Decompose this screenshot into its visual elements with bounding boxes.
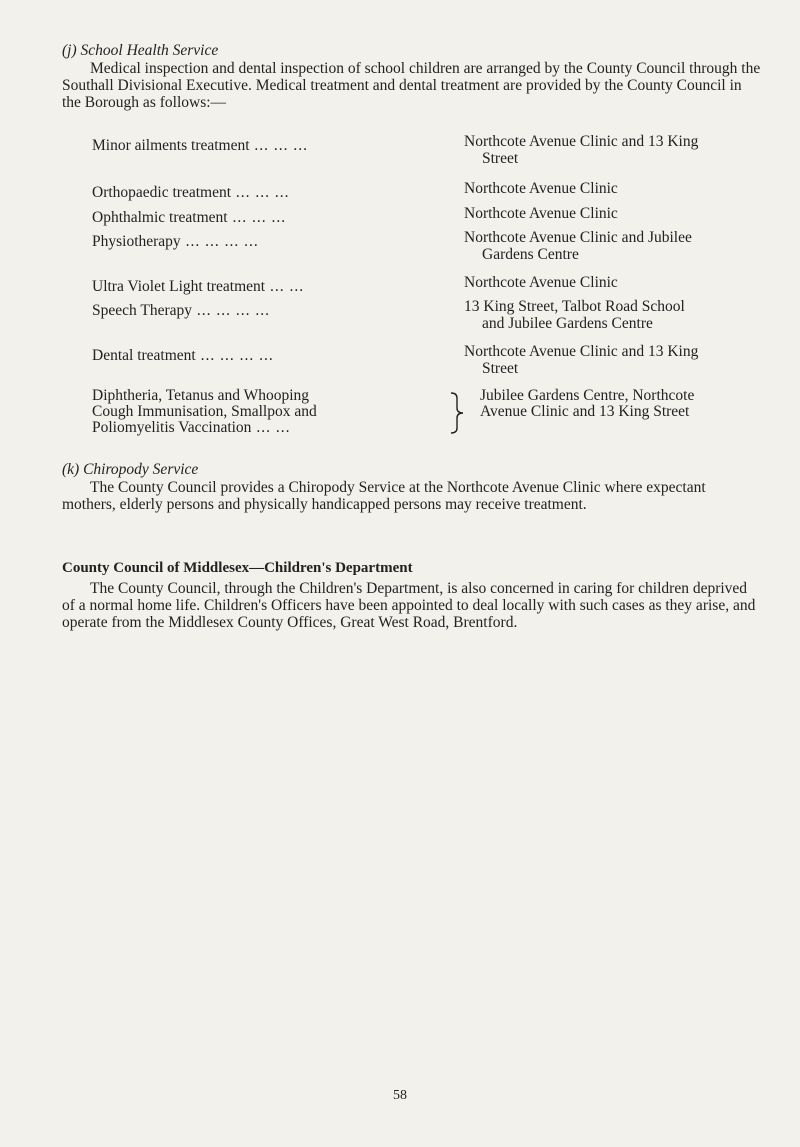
leader-dots: ... ... ...: [227, 209, 287, 226]
service-location: Northcote Avenue Clinic and 13 King: [464, 343, 699, 360]
leader-dots: ... ... ... ...: [192, 302, 270, 319]
service-location: Northcote Avenue Clinic: [464, 205, 618, 222]
page-number: 58: [393, 1088, 407, 1103]
section-k-text: The County Council provides a Chiropody Service at the Northcote Avenue Clinic where expectant mothers, elderly persons and physically handicapped persons may receive treatment.: [62, 479, 706, 513]
immunisation-location-line: Avenue Clinic and 13 King Street: [480, 403, 690, 420]
childrens-department-text: The County Council, through the Children's Department, is also concerned in caring for children deprived of a normal home life. Children's Officers have been appointed to deal locally with such cases as they arise, and operate from the Middlesex County Offices, Great West Road, Brentford.: [62, 580, 756, 631]
section-j-intro: Medical inspection and dental inspection of school children are arranged by the County Council through the Southall Divisional Executive. Medical treatment and dental treatment are provided by the County Council in the Borough as follows:—: [62, 60, 761, 111]
leader-dots: ... ... ...: [249, 137, 309, 154]
immunisation-label-line: Cough Immunisation, Smallpox and: [92, 403, 317, 420]
leader-dots: ... ...: [265, 278, 305, 295]
service-location-cont: Street: [482, 360, 519, 377]
service-label: Orthopaedic treatment: [92, 184, 232, 201]
service-label: Speech Therapy: [92, 302, 192, 319]
immunisation-label-line: Poliomyelitis Vaccination: [92, 419, 252, 436]
service-location: Northcote Avenue Clinic and 13 King: [464, 133, 699, 150]
immunisation-label-line: Diphtheria, Tetanus and Whooping: [92, 387, 310, 404]
service-label: Ultra Violet Light treatment: [92, 278, 266, 295]
service-label: Ophthalmic treatment: [92, 209, 228, 226]
childrens-department-heading: County Council of Middlesex—Children's Department: [62, 560, 413, 576]
service-label: Physiotherapy: [92, 233, 181, 250]
leader-dots: ... ... ... ...: [180, 233, 259, 250]
service-location: Northcote Avenue Clinic: [464, 274, 618, 291]
service-label: Dental treatment: [92, 347, 196, 364]
immunisation-location-line: Jubilee Gardens Centre, Northcote: [480, 387, 695, 404]
immunisation-label: [92, 388, 442, 436]
leader-dots: ... ...: [251, 419, 291, 436]
right-brace-icon: [449, 392, 473, 434]
service-label: Minor ailments treatment: [92, 137, 250, 154]
service-location-cont: Gardens Centre: [482, 246, 579, 263]
leader-dots: ... ... ... ...: [195, 347, 274, 364]
service-location: Northcote Avenue Clinic: [464, 180, 618, 197]
service-location-cont: Street: [482, 150, 519, 167]
immunisation-location: [480, 388, 770, 420]
service-location-cont: and Jubilee Gardens Centre: [482, 315, 653, 332]
service-location: Northcote Avenue Clinic and Jubilee: [464, 229, 692, 246]
service-location: 13 King Street, Talbot Road School: [464, 298, 685, 315]
leader-dots: ... ... ...: [231, 184, 290, 201]
section-k-heading: (k) Chiropody Service: [62, 461, 199, 478]
section-j-heading: (j) School Health Service: [62, 42, 219, 59]
